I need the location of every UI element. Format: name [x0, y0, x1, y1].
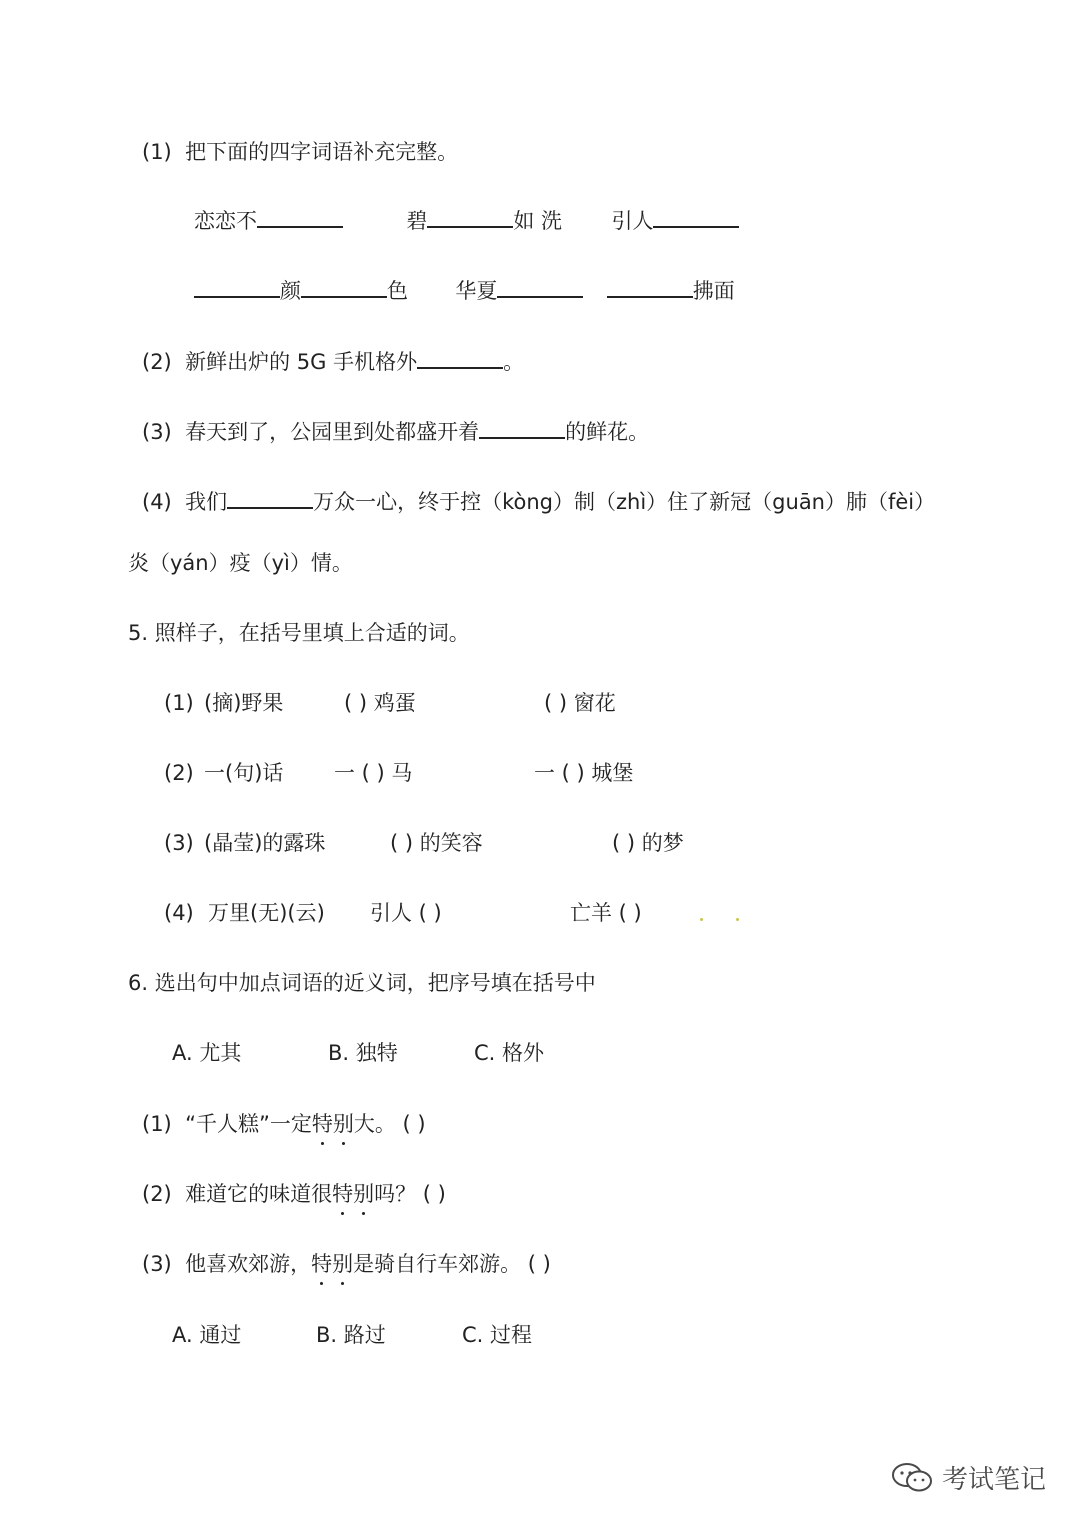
- q6-options: A. 尤其 B. 独特 C. 格外: [172, 1041, 545, 1065]
- q5-row-4: (4) 万里(无)(云) 引人 ( ) 亡羊 ( ): [164, 901, 642, 925]
- q6-sentence-3: (3) 他喜欢郊游，特别是骑自行车郊游。 ( ): [142, 1249, 551, 1279]
- wechat-icon: [890, 1462, 934, 1494]
- blank[interactable]: [653, 206, 739, 228]
- q5-title: 5. 照样子，在括号里填上合适的词。: [128, 621, 470, 645]
- idiom-row-2: 颜 色 华夏 拂面: [194, 276, 735, 306]
- speck: [736, 918, 739, 921]
- q5-row-1: (1) (摘)野果 ( ) 鸡蛋 ( ) 窗花: [164, 691, 616, 715]
- speck: [700, 918, 703, 921]
- idiom-row-1: 恋恋不 碧 如 洗 引人: [194, 206, 739, 236]
- q4-part3: (3) 春天到了，公园里到处都盛开着 的鲜花。: [142, 417, 649, 447]
- q4-part2: (2) 新鲜出炉的 5G 手机格外 。: [142, 347, 524, 377]
- blank[interactable]: [607, 276, 693, 298]
- blank[interactable]: [257, 206, 343, 228]
- q5-row-3: (3) (晶莹)的露珠 ( ) 的笑容 ( ) 的梦: [164, 831, 684, 855]
- blank[interactable]: [427, 206, 513, 228]
- q5-row-2: (2) 一(句)话 一 ( ) 马 一 ( ) 城堡: [164, 761, 634, 785]
- blank[interactable]: [301, 276, 387, 298]
- watermark-text: 考试笔记: [941, 1465, 1046, 1495]
- q4-part4-continued: 炎（yán）疫（yì）情。: [128, 551, 353, 575]
- q4-part4: (4) 我们 万众一心，终于控（kòng）制（zhì）住了新冠（guān）肺（fèi）: [142, 487, 935, 517]
- blank[interactable]: [417, 347, 503, 369]
- q6-sentence-2: (2) 难道它的味道很特别吗？ ( ): [142, 1179, 446, 1209]
- blank[interactable]: [194, 276, 280, 298]
- watermark: [890, 1459, 1046, 1496]
- blank[interactable]: [479, 417, 565, 439]
- q4-part1: (1) 把下面的四字词语补充完整。: [142, 140, 459, 164]
- blank[interactable]: [497, 276, 583, 298]
- q6-title: 6. 选出句中加点词语的近义词，把序号填在括号中: [128, 971, 596, 995]
- q7-options: A. 通过 B. 路过 C. 过程: [172, 1323, 533, 1347]
- blank[interactable]: [227, 487, 313, 509]
- q6-sentence-1: (1) “千人糕”一定特别大。 ( ): [142, 1109, 426, 1139]
